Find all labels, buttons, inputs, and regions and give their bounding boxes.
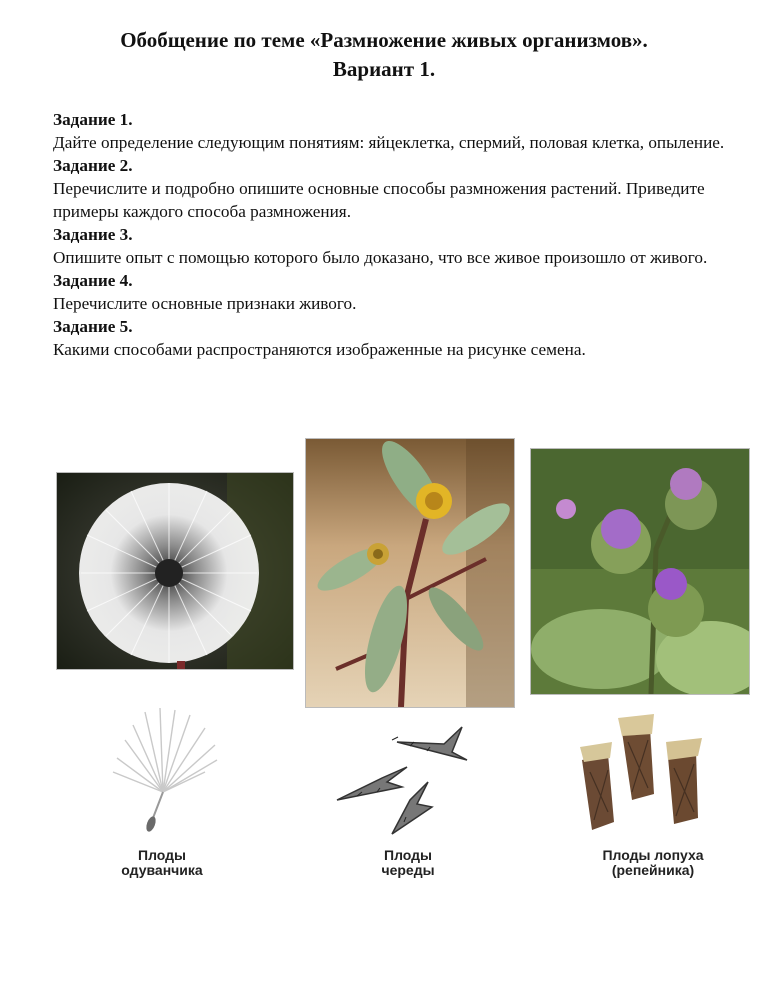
task-3 [53,223,753,269]
task-5 [53,315,753,361]
task-title: Задание 4. [53,271,133,290]
burdock-flowers-icon [531,449,749,694]
dandelion-photo [56,472,294,670]
bidens-photo [305,438,515,708]
task-text: Перечислите основные признаки живого. [53,294,357,313]
dandelion-caption [92,848,232,878]
task-text: Опишите опыт с помощью которого было доказано, что все живое произошло от живого. [53,248,708,267]
bidens-plant-icon [306,439,514,707]
bidens-fruit-icon [332,712,477,842]
bidens-fruit-illustration [332,712,477,842]
caption-line-1: Плоды лопуха [602,847,704,863]
dandelion-seedhead-icon [57,473,293,669]
caption-line-1: Плоды [384,847,432,863]
task-1 [53,108,753,154]
task-text: Какими способами распространяются изображенные на рисунке семена. [53,340,586,359]
page-title [0,26,768,84]
title-line-1: Обобщение по теме «Размножение живых организмов». [120,28,648,52]
task-list [53,108,753,361]
burdock-caption [568,848,738,878]
bidens-caption [348,848,468,878]
burdock-photo [530,448,750,695]
task-text: Перечислите и подробно опишите основные способы размножения растений. Приведите примеры каждого способа размножения. [53,179,705,221]
title-line-2: Вариант 1. [332,57,436,81]
task-2 [53,154,753,223]
dandelion-fruit-illustration [105,700,230,835]
caption-line-2: (репейника) [611,862,695,878]
caption-line-1: Плоды [138,847,186,863]
caption-line-2: череды [381,862,435,878]
task-4 [53,269,753,315]
task-title: Задание 3. [53,225,133,244]
task-title: Задание 5. [53,317,133,336]
caption-line-2: одуванчика [121,862,203,878]
dandelion-fruit-icon [105,700,230,835]
burdock-fruit-icon [570,712,730,840]
task-text: Дайте определение следующим понятиям: яйцеклетка, спермий, половая клетка, опыление. [53,133,725,152]
task-title: Задание 1. [53,110,133,129]
burdock-fruit-illustration [570,712,730,840]
task-title: Задание 2. [53,156,133,175]
